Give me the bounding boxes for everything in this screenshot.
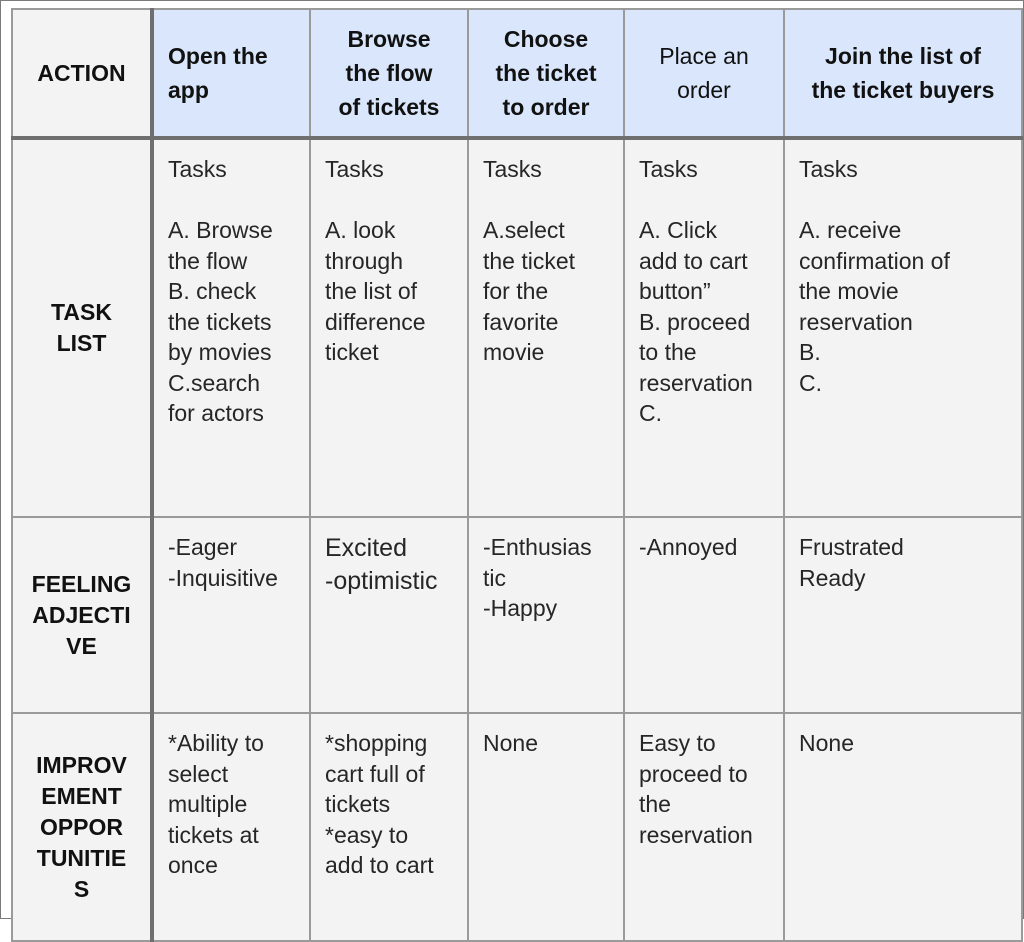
row-label: IMPROV EMENT OPPOR TUNITIE S xyxy=(12,713,152,941)
table-cell: None xyxy=(784,713,1022,941)
row-label: FEELING ADJECTI VE xyxy=(12,517,152,713)
journey-map-table xyxy=(11,8,1023,942)
header-cell: Join the list of the ticket buyers xyxy=(784,9,1022,138)
header-cell: Place an order xyxy=(624,9,784,138)
table-row xyxy=(12,713,1022,941)
row-label: TASK LIST xyxy=(12,138,152,517)
table-cell: *Ability to select multiple tickets at once xyxy=(152,713,310,941)
table-cell: Tasks A. Browse the flow B. check the tickets by movies C.search for actors xyxy=(152,138,310,517)
header-cell: Open the app xyxy=(152,9,310,138)
table-cell: Frustrated Ready xyxy=(784,517,1022,713)
table-cell: -Eager -Inquisitive xyxy=(152,517,310,713)
table-cell: -Annoyed xyxy=(624,517,784,713)
table-cell: None xyxy=(468,713,624,941)
table-cell: *shopping cart full of tickets *easy to add to cart xyxy=(310,713,468,941)
table-cell: Tasks A. look through the list of difference ticket xyxy=(310,138,468,517)
table-cell: Excited -optimistic xyxy=(310,517,468,713)
table-cell: Easy to proceed to the reservation xyxy=(624,713,784,941)
table-cell: Tasks A. Click add to cart button” B. proceed to the reservation C. xyxy=(624,138,784,517)
corner-label: ACTION xyxy=(12,9,152,138)
table-cell: -Enthusias tic -Happy xyxy=(468,517,624,713)
header-row xyxy=(12,9,1022,138)
table-row xyxy=(12,517,1022,713)
header-cell: Browse the flow of tickets xyxy=(310,9,468,138)
table-row xyxy=(12,138,1022,517)
table-cell: Tasks A.select the ticket for the favorite movie xyxy=(468,138,624,517)
header-cell: Choose the ticket to order xyxy=(468,9,624,138)
table-cell: Tasks A. receive confirmation of the movie reservation B. C. xyxy=(784,138,1022,517)
